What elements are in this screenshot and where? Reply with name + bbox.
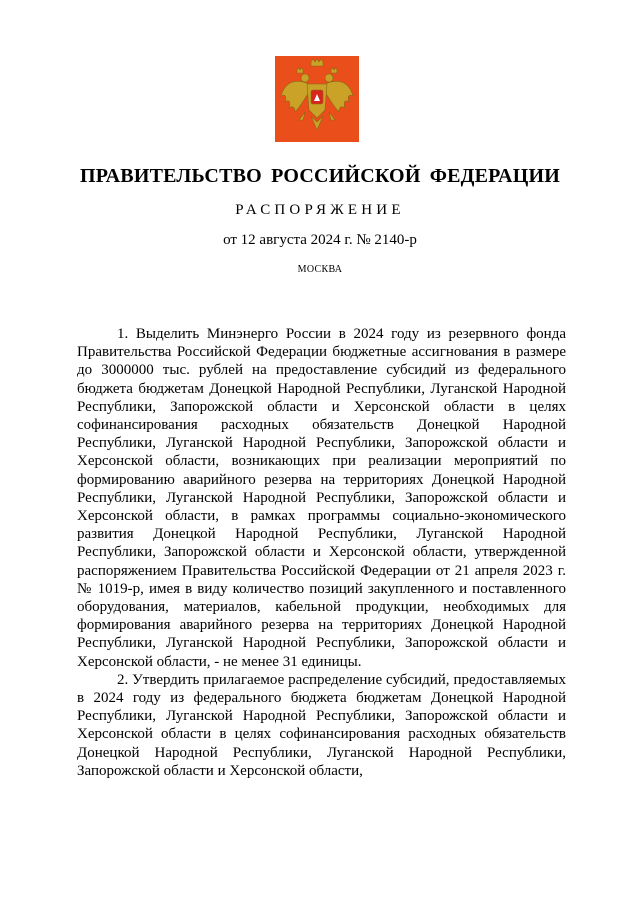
coat-of-arms-icon [275, 56, 359, 142]
document-type: РАСПОРЯЖЕНИЕ [235, 202, 405, 218]
paragraph-2: 2. Утвердить прилагаемое распределение субсидий, предоставляемых в 2024 году из федерального бюджета бюджетам Донецкой Народной Республики, Луганской Народной Республики, Запорожской области и Херсонской области в целях софинансирования расходных обязательств Донецкой Народной Республики, Луганской Народной Республики, Запорожской области и Херсонской области, [77, 671, 566, 779]
document-body [77, 325, 566, 780]
document-city: МОСКВА [297, 264, 343, 275]
government-title: ПРАВИТЕЛЬСТВО РОССИЙСКОЙ ФЕДЕРАЦИИ [80, 165, 560, 187]
paragraph-1: 1. Выделить Минэнерго России в 2024 году из резервного фонда Правительства Российской Федерации бюджетные ассигнования в размере до 3000000 тыс. рублей на предоставление субсидий из федерального бюджета бюджетам Донецкой Народной Республики, Луганской Народной Республики, Запорожской области и Херсонской области в целях софинансирования расходных обязательств Донецкой Народной Республики, Луганской Народной Республики, Запорожской области и Херсонской области, возникающих при реализации мероприятий по формированию аварийного резерва на территориях Донецкой Народной Республики, Луганской Народной Республики, Запорожской области и Херсонской области, в рамках программы социально-экономического развития Донецкой Народной Республики, Луганской Народной Республики, Запорожской области и Херсонской области, утвержденной распоряжением Правительства Российской Федерации от 21 апреля 2023 г. № 1019-р, имея в виду количество позиций закупленного и поставленного оборудования, материалов, кабельной продукции, необходимых для формирования аварийного резерва на территориях Донецкой Народной Республики, Луганской Народной Республики, Запорожской области и Херсонской области, - не менее 31 единицы. [77, 326, 566, 670]
document-date-number: от 12 августа 2024 г. № 2140-р [223, 232, 417, 248]
